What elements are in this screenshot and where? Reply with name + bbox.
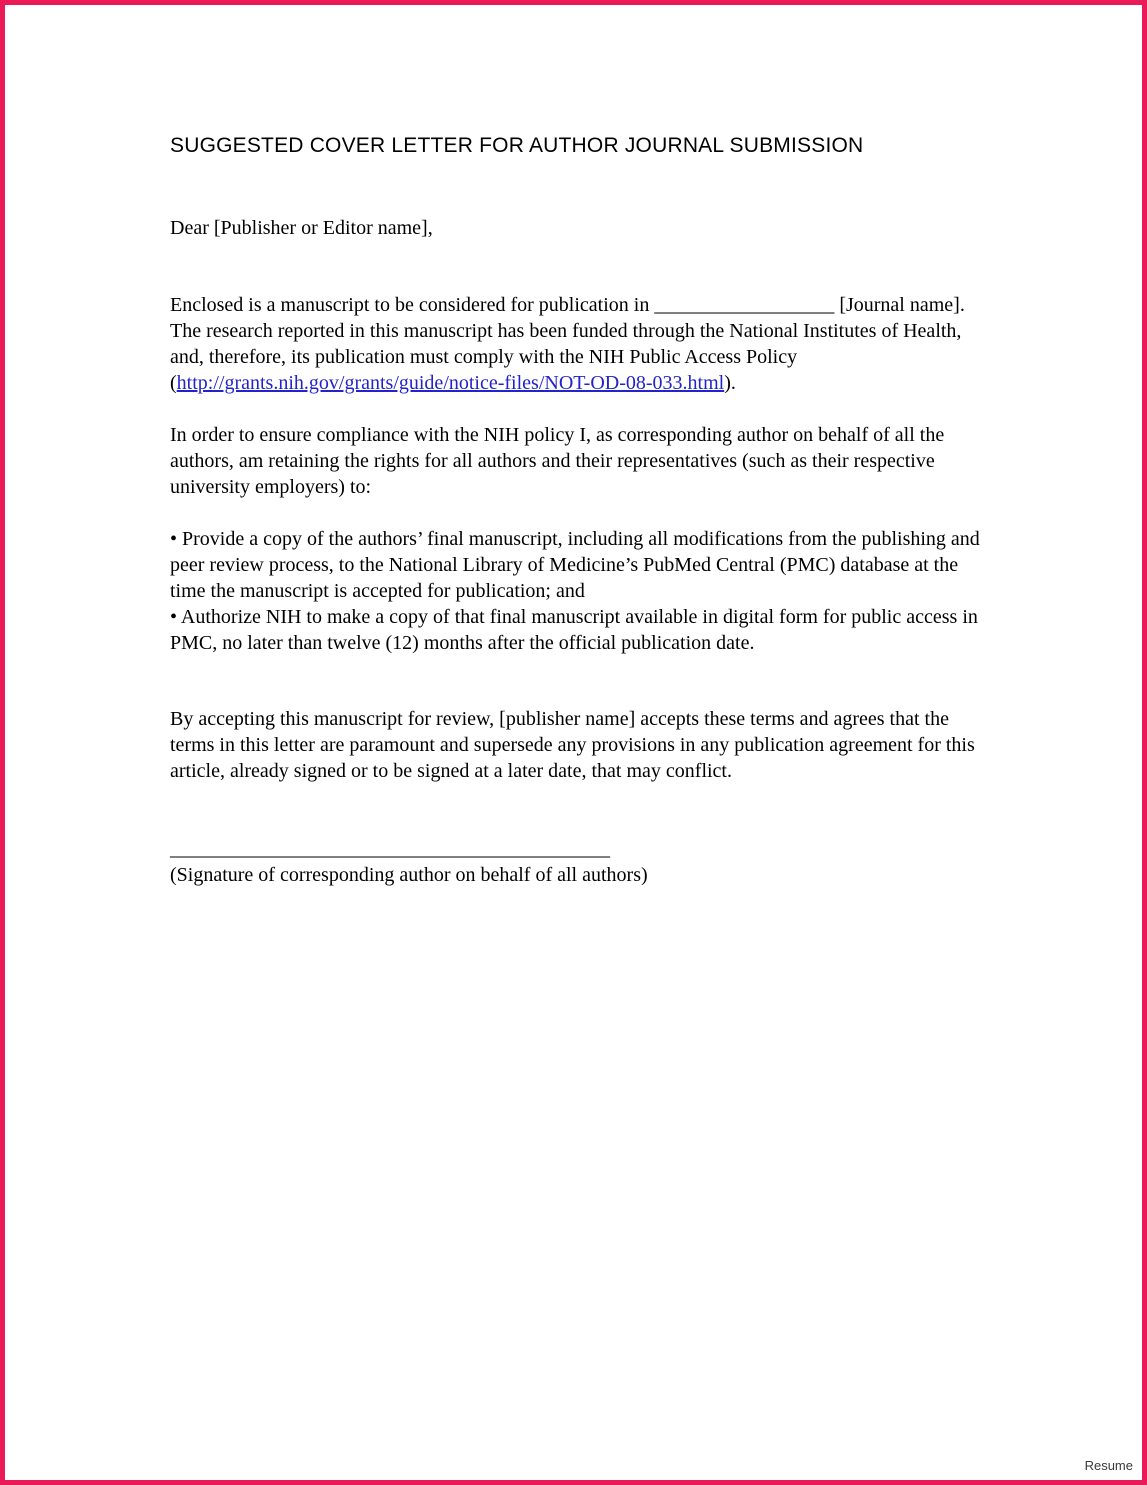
paragraph-enclosed bbox=[170, 292, 982, 396]
list-item-text: Provide a copy of the authors’ final manuscript, including all modifications from the publishing and peer review process, to the National Library of Medicine’s PubMed Central (PMC) database at the time the manuscript is accepted for publication; and bbox=[170, 528, 985, 602]
salutation: Dear [Publisher or Editor name], bbox=[170, 217, 433, 239]
signature-line: ____________________________________________ bbox=[170, 838, 610, 860]
letter-body bbox=[170, 5, 985, 888]
paragraph-enclosed-tail: ). bbox=[724, 372, 736, 394]
paragraph-compliance: In order to ensure compliance with the NIH policy I, as corresponding author on behalf of all the authors, am retaining the rights for all authors and their representatives (such as their respective university employers) to: bbox=[170, 424, 945, 498]
signature-caption: (Signature of corresponding author on behalf of all authors) bbox=[170, 864, 648, 886]
bullet-icon: • bbox=[170, 606, 181, 628]
list-item-text: Authorize NIH to make a copy of that final manuscript available in digital form for public access in PMC, no later than twelve (12) months after the official publication date. bbox=[170, 606, 983, 654]
list-item bbox=[170, 604, 982, 656]
paragraph-enclosed-mid: [Journal name]. The research reported in this manuscript has been funded through the National Institutes of Health, and, therefore, its publication must comply with the NIH Public Access Policy ( bbox=[170, 294, 975, 394]
rights-list bbox=[170, 526, 985, 656]
document-title: SUGGESTED COVER LETTER FOR AUTHOR JOURNAL SUBMISSION bbox=[170, 134, 864, 157]
bullet-icon: • bbox=[170, 528, 183, 550]
nih-policy-link[interactable]: http://grants.nih.gov/grants/guide/notice-files/NOT-OD-08-033.html bbox=[176, 372, 725, 394]
signature-block bbox=[170, 836, 982, 888]
paragraph-enclosed-lead: Enclosed is a manuscript to be considered for publication in bbox=[170, 294, 655, 316]
watermark-resume: Resume bbox=[1084, 1458, 1133, 1473]
list-item bbox=[170, 526, 985, 604]
journal-name-blank: __________________ bbox=[654, 294, 835, 316]
paragraph-acceptance: By accepting this manuscript for review, [publisher name] accepts these terms and agrees that the terms in this letter are paramount and supersede any provisions in any publication agreement for this article, already signed or to be signed at a later date, that may conflict. bbox=[170, 708, 975, 782]
